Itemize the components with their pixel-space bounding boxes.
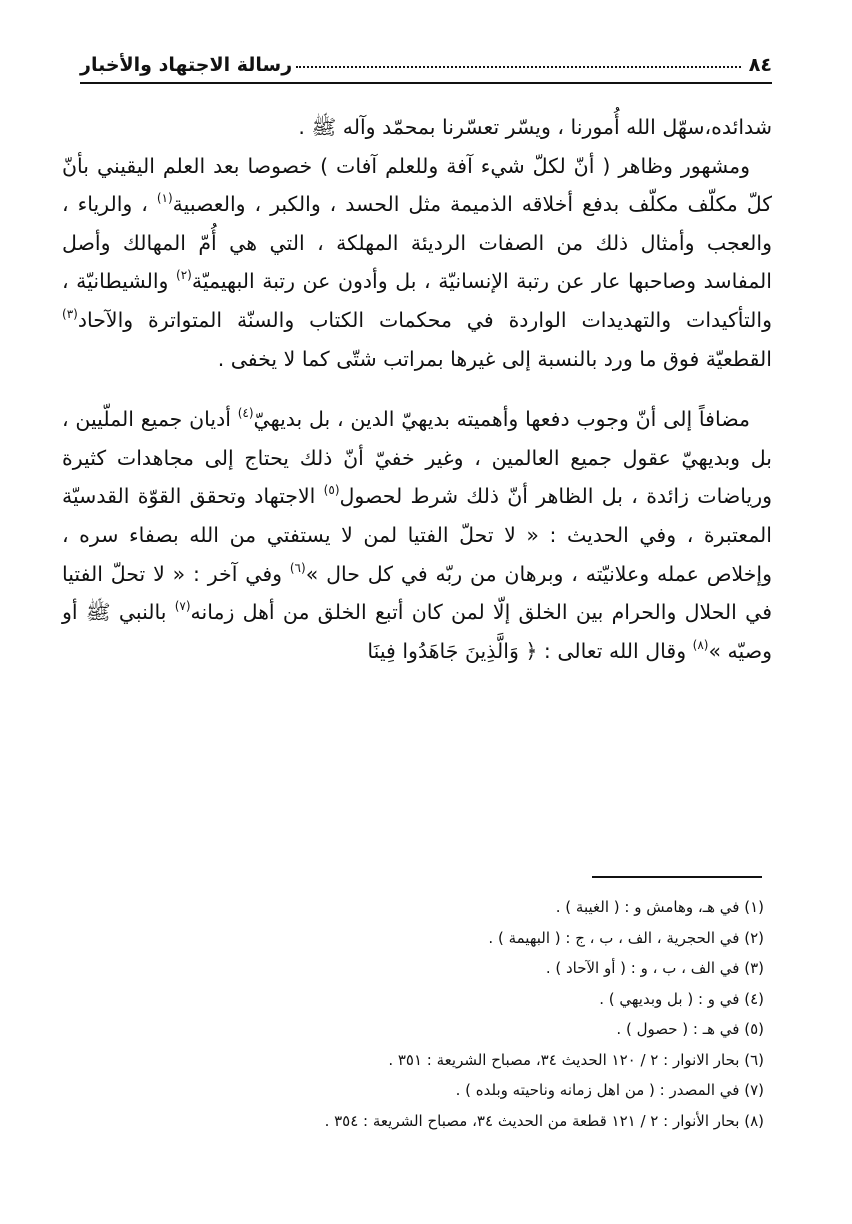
- text-run: ومشهور وظاهر ( أنّ لكلّ شيء آفة وللعلم آفات ) خصوصا بعد العلم اليقيني بأنّ كلّ مكلّف مكلّف بدفع أخلاقه الذميمة مثل الحسد ، والكبر ، والعصبية: [62, 153, 772, 217]
- footnote-ref-7[interactable]: (٧): [174, 599, 191, 614]
- paragraph-2: [62, 147, 772, 379]
- footnote-5: (٥) في هـ : ( حصول ) .: [616, 1020, 764, 1038]
- footnote-ref-5[interactable]: (٥): [323, 483, 340, 498]
- footnote-ref-3[interactable]: (٣): [62, 306, 78, 321]
- text-run: بالنبي ﷺ أو وصيّه »: [62, 600, 772, 663]
- footnote-7: (٧) في المصدر : ( من اهل زمانه وناحيته وبلده ) .: [455, 1081, 764, 1099]
- footnote-separator: [592, 876, 762, 878]
- paragraph-1: شدائده،سهّل الله أُمورنا ، ويسّر تعسّرنا بمحمّد وآله ﷺ .: [298, 115, 772, 139]
- footnote-ref-2[interactable]: (٢): [176, 268, 192, 283]
- text-run: الاجتهاد وتحقق القوّة القدسيّة المعتبرة ، وفي الحديث : « لا تحلّ الفتيا لمن لا يستفتي من الله بصفاء سره ، وإخلاص عمله وعلانيّته ، وبرهان من ربّه في كل حال »: [62, 484, 772, 586]
- footnote-8: (٨) بحار الأنوار : ٢ / ١٢١ قطعة من الحديث ٣٤، مصباح الشريعة : ٣٥٤ .: [324, 1111, 764, 1130]
- text-run: والشيطانيّة ، والتأكيدات والتهديدات الواردة في محكمات الكتاب والسنّة المتواترة والآحاد: [62, 269, 772, 332]
- footnote-ref-8[interactable]: (٨): [692, 637, 709, 652]
- footnote-ref-1[interactable]: (١): [156, 191, 173, 206]
- footnotes: [80, 892, 764, 1136]
- footnote-3: (٣) في الف ، ب ، و : ( أو الآحاد ) .: [545, 959, 764, 977]
- header-leader-dots: [296, 66, 741, 68]
- main-text: [62, 108, 772, 670]
- text-run: القطعيّة فوق ما ورد بالنسبة إلى غيرها بمراتب شتّى كما لا يخفى .: [217, 346, 772, 371]
- text-run: مضافاً إلى أنّ وجوب دفعها وأهميته بديهيّ الدين ، بل بديهيّ: [253, 407, 750, 432]
- footnote-ref-6[interactable]: (٦): [289, 560, 306, 575]
- text-run: وقال الله تعالى : ﴿ وَالَّذِينَ جَاهَدُوا فِينَا: [367, 638, 693, 663]
- paragraph-3: [62, 400, 772, 670]
- page-number: ٨٤: [748, 54, 772, 76]
- footnote-2: (٢) في الحجرية ، الف ، ب ، ج : ( البهيمة ) .: [488, 928, 764, 947]
- header-rule: [80, 82, 772, 84]
- footnote-6: (٦) بحار الانوار : ٢ / ١٢٠ الحديث ٣٤، مصباح الشريعة : ٣٥١ .: [388, 1050, 764, 1069]
- text-run: ، والرياء ، والعجب وأمثال ذلك من الصفات الرديئة المهلكة ، التي هي أُمّ المهالك وأصل المفاسد وصاحبها عار عن رتبة الإنسانيّة ، بل وأدون عن رتبة البهيميّة: [62, 192, 772, 294]
- footnote-4: (٤) في و : ( بل وبديهي ) .: [599, 989, 764, 1008]
- text-run: أديان جميع الملّيين ، بل وبديهيّ عقول جميع العالمين ، وغير خفيّ أنّ ذلك يحتاج إلى مجاهدات كثيرة ورياضات زائدة ، بل الظاهر أنّ ذلك شرط لحصول: [62, 407, 772, 509]
- running-header: [80, 36, 772, 76]
- text-run: وفي آخر : « لا تحلّ الفتيا في الحلال والحرام بين الخلق إلّا لمن كان أتبع الخلق من أهل زمانه: [62, 561, 772, 625]
- footnote-ref-4[interactable]: (٤): [237, 406, 254, 421]
- footnote-1: (١) في هـ، وهامش و : ( الغيبة ) .: [555, 898, 764, 916]
- running-title: رسالة الاجتهاد والأخبار: [80, 54, 293, 76]
